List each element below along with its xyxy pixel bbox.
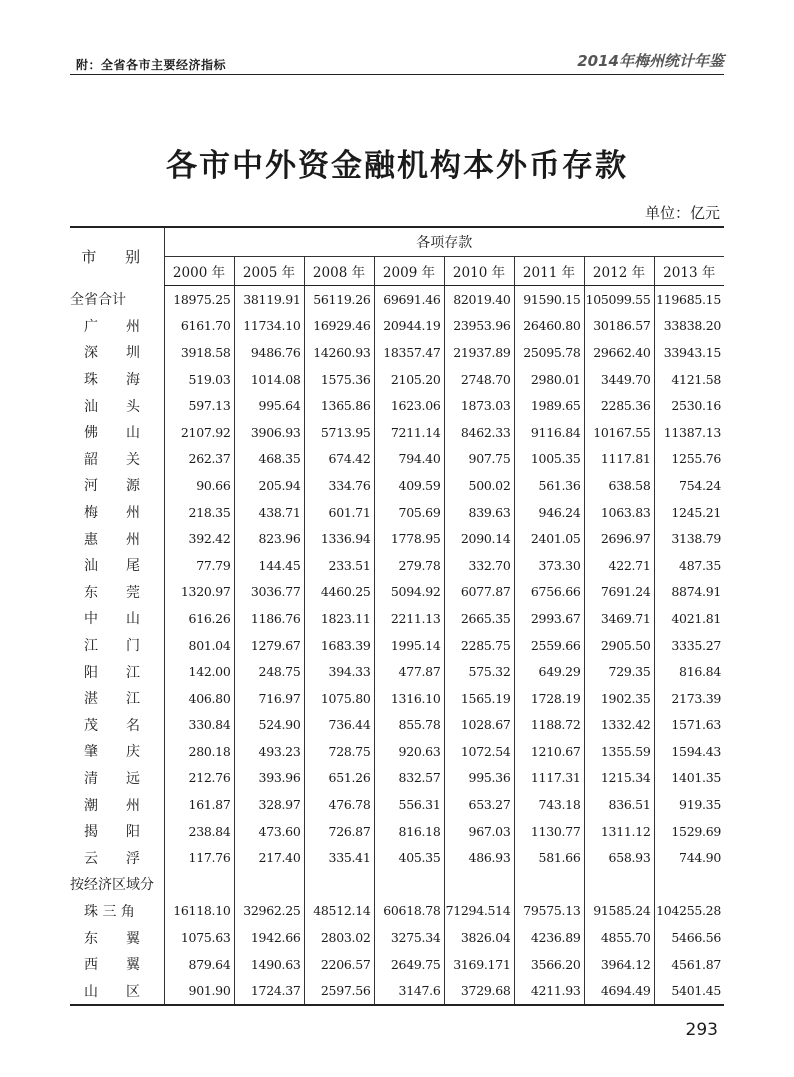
table-cell: 438.71: [234, 499, 304, 526]
table-cell: 651.26: [304, 765, 374, 792]
table-cell: 3729.68: [444, 977, 514, 1005]
table-cell: 5401.45: [654, 977, 724, 1005]
table-cell: 105099.55: [584, 286, 654, 313]
table-cell: 218.35: [164, 499, 234, 526]
table-cell: 855.78: [374, 712, 444, 739]
table-cell: 1075.63: [164, 924, 234, 951]
year-header: 2012 年: [584, 257, 654, 286]
table-cell: 9116.84: [514, 419, 584, 446]
row-label: 云 浮: [84, 850, 140, 867]
table-cell: 1571.63: [654, 712, 724, 739]
table-row: [70, 525, 724, 552]
table-cell: 2980.01: [514, 366, 584, 393]
table-cell: 82019.40: [444, 286, 514, 313]
deposits-table: [70, 226, 724, 1006]
table-cell: 754.24: [654, 472, 724, 499]
table-cell: 335.41: [304, 844, 374, 871]
table-cell: 3918.58: [164, 339, 234, 366]
table-cell: 79575.13: [514, 898, 584, 925]
table-cell: 4121.58: [654, 366, 724, 393]
table-cell: 839.63: [444, 499, 514, 526]
table-cell: 6077.87: [444, 579, 514, 606]
table-row: [70, 446, 724, 473]
unit-label: 单位：亿元: [644, 204, 720, 222]
table-cell: 1989.65: [514, 392, 584, 419]
table-cell: [444, 871, 514, 898]
table-cell: 705.69: [374, 499, 444, 526]
table-cell: 38119.91: [234, 286, 304, 313]
table-cell: 328.97: [234, 791, 304, 818]
row-label: 深 圳: [84, 345, 140, 362]
table-cell: 1778.95: [374, 525, 444, 552]
table-cell: 11734.10: [234, 313, 304, 340]
table-cell: 1529.69: [654, 818, 724, 845]
table-cell: 1683.39: [304, 632, 374, 659]
page-title: 各市中外资金融机构本外币存款: [166, 148, 628, 184]
table-cell: 1623.06: [374, 392, 444, 419]
table-cell: 238.84: [164, 818, 234, 845]
table-cell: 1210.67: [514, 738, 584, 765]
table-cell: 4855.70: [584, 924, 654, 951]
table-row: [70, 472, 724, 499]
table-cell: 1332.42: [584, 712, 654, 739]
table-cell: 2401.05: [514, 525, 584, 552]
table-cell: 16118.10: [164, 898, 234, 925]
table-cell: 519.03: [164, 366, 234, 393]
table-cell: 217.40: [234, 844, 304, 871]
table-cell: 1490.63: [234, 951, 304, 978]
table-row: [70, 499, 724, 526]
table-cell: 487.35: [654, 552, 724, 579]
table-cell: 561.36: [514, 472, 584, 499]
table-cell: 794.40: [374, 446, 444, 473]
table-cell: 1320.97: [164, 579, 234, 606]
table-cell: 1245.21: [654, 499, 724, 526]
table-cell: 7211.14: [374, 419, 444, 446]
row-label: 阳 江: [84, 664, 140, 681]
table-row: [70, 339, 724, 366]
table-cell: 1255.76: [654, 446, 724, 473]
table-cell: 744.90: [654, 844, 724, 871]
table-row: [70, 871, 724, 898]
table-cell: 823.96: [234, 525, 304, 552]
row-label: 汕 头: [84, 398, 140, 415]
table-cell: 1355.59: [584, 738, 654, 765]
table-cell: 524.90: [234, 712, 304, 739]
table-cell: 879.64: [164, 951, 234, 978]
year-header: 2005 年: [234, 257, 304, 286]
table-cell: 161.87: [164, 791, 234, 818]
row-label: 惠 州: [84, 531, 140, 548]
table-cell: 2559.66: [514, 632, 584, 659]
table-cell: 142.00: [164, 658, 234, 685]
row-label: 山 区: [70, 977, 164, 1005]
table-cell: 597.13: [164, 392, 234, 419]
table-cell: 967.03: [444, 818, 514, 845]
year-header: 2011 年: [514, 257, 584, 286]
table-cell: 330.84: [164, 712, 234, 739]
table-row: [70, 685, 724, 712]
table-cell: 473.60: [234, 818, 304, 845]
table-cell: 901.90: [164, 977, 234, 1005]
table-cell: 32962.25: [234, 898, 304, 925]
table-cell: 3566.20: [514, 951, 584, 978]
table-cell: 728.75: [304, 738, 374, 765]
table-cell: 14260.93: [304, 339, 374, 366]
table-cell: 920.63: [374, 738, 444, 765]
table-cell: 26460.80: [514, 313, 584, 340]
year-header-row: [70, 257, 724, 286]
table-cell: 2285.75: [444, 632, 514, 659]
table-cell: 1873.03: [444, 392, 514, 419]
table-cell: 2206.57: [304, 951, 374, 978]
table-cell: 280.18: [164, 738, 234, 765]
row-label: 茂 名: [84, 717, 140, 734]
table-cell: 3169.171: [444, 951, 514, 978]
table-body: [70, 286, 724, 1006]
table-row: [70, 924, 724, 951]
table-cell: [514, 871, 584, 898]
table-cell: [164, 871, 234, 898]
table-cell: 394.33: [304, 658, 374, 685]
table-cell: 2211.13: [374, 605, 444, 632]
table-cell: 1401.35: [654, 765, 724, 792]
row-label: 东 莞: [84, 584, 140, 601]
table-cell: 20944.19: [374, 313, 444, 340]
table-cell: 60618.78: [374, 898, 444, 925]
table-cell: 2993.67: [514, 605, 584, 632]
table-row: [70, 419, 724, 446]
table-cell: 1117.31: [514, 765, 584, 792]
row-label: 西 翼: [84, 957, 140, 974]
table-cell: 5466.56: [654, 924, 724, 951]
table-cell: 3826.04: [444, 924, 514, 951]
table-row: [70, 791, 724, 818]
table-cell: 332.70: [444, 552, 514, 579]
table-cell: 736.44: [304, 712, 374, 739]
table-cell: 279.78: [374, 552, 444, 579]
table-cell: 716.97: [234, 685, 304, 712]
table-cell: 2285.36: [584, 392, 654, 419]
table-cell: 9486.76: [234, 339, 304, 366]
table-cell: 2105.20: [374, 366, 444, 393]
table-cell: 104255.28: [654, 898, 724, 925]
table-cell: 1014.08: [234, 366, 304, 393]
table-cell: 1995.14: [374, 632, 444, 659]
table-cell: 816.84: [654, 658, 724, 685]
table-cell: 1365.86: [304, 392, 374, 419]
table-cell: 2530.16: [654, 392, 724, 419]
table-row: [70, 552, 724, 579]
table-cell: 71294.514: [444, 898, 514, 925]
table-cell: 743.18: [514, 791, 584, 818]
table-cell: 3469.71: [584, 605, 654, 632]
table-cell: 373.30: [514, 552, 584, 579]
table-cell: 18357.47: [374, 339, 444, 366]
row-label: 珠 海: [84, 372, 140, 389]
table-row: [70, 366, 724, 393]
table-cell: 422.71: [584, 552, 654, 579]
table-cell: 1575.36: [304, 366, 374, 393]
table-cell: 33943.15: [654, 339, 724, 366]
table-cell: 392.42: [164, 525, 234, 552]
table-cell: 33838.20: [654, 313, 724, 340]
table-row: [70, 579, 724, 606]
table-cell: 205.94: [234, 472, 304, 499]
table-cell: 2665.35: [444, 605, 514, 632]
table-cell: 476.78: [304, 791, 374, 818]
row-label: 汕 尾: [84, 558, 140, 575]
table-row: [70, 977, 724, 1005]
table-cell: 674.42: [304, 446, 374, 473]
table-cell: 3275.34: [374, 924, 444, 951]
table-cell: 4460.25: [304, 579, 374, 606]
table-cell: [374, 871, 444, 898]
year-header: 2013 年: [654, 257, 724, 286]
table-cell: 3147.6: [374, 977, 444, 1005]
table-cell: 4236.89: [514, 924, 584, 951]
table-cell: 23953.96: [444, 313, 514, 340]
table-cell: 1075.80: [304, 685, 374, 712]
table-cell: 616.26: [164, 605, 234, 632]
table-cell: 907.75: [444, 446, 514, 473]
table-cell: 91590.15: [514, 286, 584, 313]
table-cell: 77.79: [164, 552, 234, 579]
table-cell: 30186.57: [584, 313, 654, 340]
table-cell: 48512.14: [304, 898, 374, 925]
table-cell: 2107.92: [164, 419, 234, 446]
table-cell: 248.75: [234, 658, 304, 685]
table-row: [70, 605, 724, 632]
table-cell: 2597.56: [304, 977, 374, 1005]
table-row: [70, 844, 724, 871]
table-cell: 658.93: [584, 844, 654, 871]
table-cell: 4211.93: [514, 977, 584, 1005]
table-cell: 8462.33: [444, 419, 514, 446]
table-cell: 601.71: [304, 499, 374, 526]
table-cell: 500.02: [444, 472, 514, 499]
table-cell: 2696.97: [584, 525, 654, 552]
table-cell: 3138.79: [654, 525, 724, 552]
table-cell: 493.23: [234, 738, 304, 765]
table-cell: 1063.83: [584, 499, 654, 526]
table-cell: 638.58: [584, 472, 654, 499]
table-cell: 3964.12: [584, 951, 654, 978]
table-cell: 1072.54: [444, 738, 514, 765]
table-cell: 556.31: [374, 791, 444, 818]
table-cell: 801.04: [164, 632, 234, 659]
running-header-section: 附：全省各市主要经济指标: [76, 58, 227, 72]
table-cell: 233.51: [304, 552, 374, 579]
table-cell: 2090.14: [444, 525, 514, 552]
table-cell: 144.45: [234, 552, 304, 579]
table-cell: 119685.15: [654, 286, 724, 313]
table-cell: 995.36: [444, 765, 514, 792]
table-cell: 16929.46: [304, 313, 374, 340]
table-cell: 5094.92: [374, 579, 444, 606]
table-cell: 919.35: [654, 791, 724, 818]
table-row: [70, 632, 724, 659]
table-cell: 649.29: [514, 658, 584, 685]
row-label: 湛 江: [84, 691, 140, 708]
table-cell: 212.76: [164, 765, 234, 792]
table-row: [70, 286, 724, 313]
table-cell: 10167.55: [584, 419, 654, 446]
table-cell: 726.87: [304, 818, 374, 845]
table-cell: 1186.76: [234, 605, 304, 632]
table-cell: 1594.43: [654, 738, 724, 765]
table-cell: 6756.66: [514, 579, 584, 606]
table-cell: 3335.27: [654, 632, 724, 659]
table-cell: 6161.70: [164, 313, 234, 340]
table-cell: 21937.89: [444, 339, 514, 366]
year-header: 2009 年: [374, 257, 444, 286]
row-label: 珠 三 角: [84, 903, 135, 920]
table-row: [70, 313, 724, 340]
table-cell: 2173.39: [654, 685, 724, 712]
table-row: [70, 392, 724, 419]
row-label: 全省合计: [70, 292, 126, 309]
table-cell: 29662.40: [584, 339, 654, 366]
table-cell: 1279.67: [234, 632, 304, 659]
table-cell: 405.35: [374, 844, 444, 871]
table-cell: 90.66: [164, 472, 234, 499]
table-cell: 2803.02: [304, 924, 374, 951]
table-cell: 729.35: [584, 658, 654, 685]
city-column-header: 市 别: [70, 227, 164, 286]
table-cell: 4694.49: [584, 977, 654, 1005]
table-cell: 1724.37: [234, 977, 304, 1005]
table-cell: 575.32: [444, 658, 514, 685]
table-cell: 393.96: [234, 765, 304, 792]
year-header: 2008 年: [304, 257, 374, 286]
table-cell: 653.27: [444, 791, 514, 818]
row-label: 韶 关: [84, 451, 140, 468]
table-row: [70, 818, 724, 845]
table-row: [70, 712, 724, 739]
row-label: 清 远: [84, 770, 140, 787]
row-label: 肇 庆: [84, 744, 140, 761]
table-cell: 3036.77: [234, 579, 304, 606]
table-cell: 1117.81: [584, 446, 654, 473]
table-cell: 2649.75: [374, 951, 444, 978]
table-cell: 1565.19: [444, 685, 514, 712]
table-cell: 946.24: [514, 499, 584, 526]
row-label: 广 州: [84, 318, 140, 335]
table-cell: 832.57: [374, 765, 444, 792]
table-cell: 581.66: [514, 844, 584, 871]
year-header: 2010 年: [444, 257, 514, 286]
table-cell: 406.80: [164, 685, 234, 712]
table-cell: 2905.50: [584, 632, 654, 659]
running-header-yearbook: 2014年梅州统计年鉴: [577, 52, 724, 70]
table-cell: 262.37: [164, 446, 234, 473]
year-header: 2000 年: [164, 257, 234, 286]
table-cell: 18975.25: [164, 286, 234, 313]
table-cell: [584, 871, 654, 898]
table-cell: [234, 871, 304, 898]
table-cell: 91585.24: [584, 898, 654, 925]
table-cell: 1316.10: [374, 685, 444, 712]
table-cell: 1215.34: [584, 765, 654, 792]
table-row: [70, 898, 724, 925]
table-cell: 5713.95: [304, 419, 374, 446]
table-cell: 1823.11: [304, 605, 374, 632]
table-cell: [304, 871, 374, 898]
table-cell: 56119.26: [304, 286, 374, 313]
table-cell: 1188.72: [514, 712, 584, 739]
table-cell: 69691.46: [374, 286, 444, 313]
table-cell: 1942.66: [234, 924, 304, 951]
table-cell: 409.59: [374, 472, 444, 499]
table-cell: 836.51: [584, 791, 654, 818]
table-cell: 4561.87: [654, 951, 724, 978]
table-row: [70, 738, 724, 765]
table-cell: 995.64: [234, 392, 304, 419]
row-label: 揭 阳: [84, 824, 140, 841]
row-label: 河 源: [84, 478, 140, 495]
table-cell: 468.35: [234, 446, 304, 473]
table-cell: 25095.78: [514, 339, 584, 366]
table-cell: 8874.91: [654, 579, 724, 606]
table-cell: 1130.77: [514, 818, 584, 845]
row-label: 江 门: [84, 638, 140, 655]
row-label: 梅 州: [84, 505, 140, 522]
row-label: 佛 山: [84, 425, 140, 442]
table-cell: 3906.93: [234, 419, 304, 446]
table-cell: 1311.12: [584, 818, 654, 845]
table-cell: [654, 871, 724, 898]
page-number: 293: [685, 1020, 718, 1040]
table-row: [70, 658, 724, 685]
table-cell: 1028.67: [444, 712, 514, 739]
table-cell: 1728.19: [514, 685, 584, 712]
table-cell: 1902.35: [584, 685, 654, 712]
table-cell: 486.93: [444, 844, 514, 871]
table-cell: 3449.70: [584, 366, 654, 393]
table-cell: 11387.13: [654, 419, 724, 446]
table-cell: 816.18: [374, 818, 444, 845]
table-cell: 4021.81: [654, 605, 724, 632]
table-cell: 1336.94: [304, 525, 374, 552]
table-cell: 334.76: [304, 472, 374, 499]
table-cell: 477.87: [374, 658, 444, 685]
header-divider: [70, 74, 724, 75]
row-label: 按经济区域分: [70, 877, 154, 894]
row-label: 东 翼: [84, 930, 140, 947]
row-label: 中 山: [84, 611, 140, 628]
table-cell: 2748.70: [444, 366, 514, 393]
table-cell: 117.76: [164, 844, 234, 871]
row-label: 潮 州: [84, 797, 140, 814]
deposits-group-header: 各项存款: [164, 227, 724, 257]
table-row: [70, 765, 724, 792]
table-row: [70, 951, 724, 978]
table-cell: 1005.35: [514, 446, 584, 473]
table-cell: 7691.24: [584, 579, 654, 606]
